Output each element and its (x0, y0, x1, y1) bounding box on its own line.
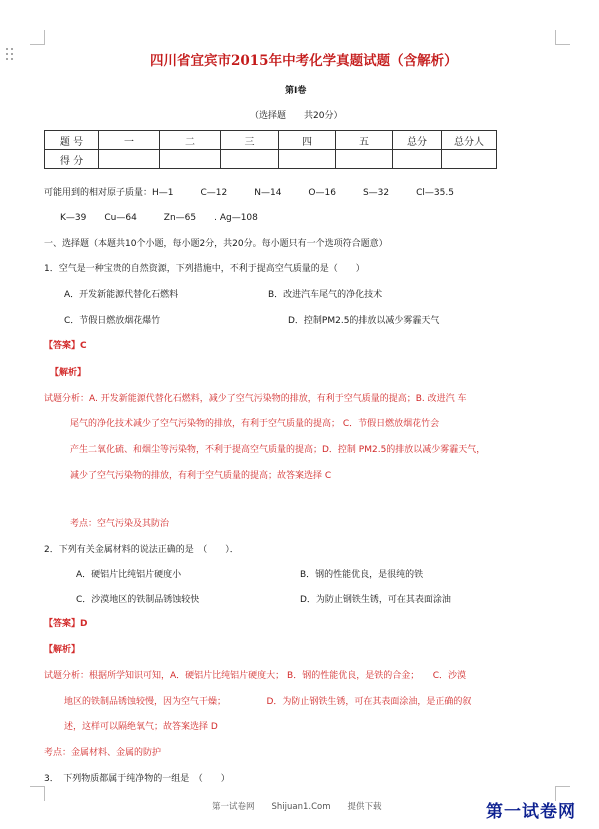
score-input-cell[interactable] (99, 150, 160, 169)
drag-handle-icon[interactable] (6, 48, 16, 64)
q2-stem: 2．下列有关金属材料的说法正确的是 （ ）． (44, 545, 239, 555)
atomic-masses-line-1: 可能用到的相对原子质量：H—1 C—12 N—14 O—16 S—32 Cl—35.5 (44, 188, 454, 198)
score-input-cell[interactable] (336, 150, 393, 169)
score-cell: 五 (336, 131, 393, 150)
volume-label: 第Ⅰ卷 (285, 86, 307, 96)
q1-stem: 1．空气是一种宝贵的自然资源，下列措施中，不利于提高空气质量的是（ ） (44, 264, 365, 274)
score-cell: 二 (160, 131, 221, 150)
q2-kaodian: 考点：金属材料、金属的防护 (44, 748, 162, 758)
q2-analysis-line-3: 述，这样可以隔绝氧气；故答案选择 D (64, 722, 218, 732)
score-input-cell[interactable] (442, 150, 497, 169)
q1-analysis-label: 【解析】 (50, 368, 87, 378)
section-1-heading: 一、选择题（本题共10个小题，每小题2分，共20分。每小题只有一个选项符合题意） (44, 239, 388, 249)
q3-stem: 3． 下列物质都属于纯净物的一组是 （ ） (44, 774, 230, 784)
q1-analysis-line-3: 产生二氧化硫、和烟尘等污染物，不利于提高空气质量的提高；D．控制 PM2.5的排放以减少雾霾天气， (70, 445, 486, 455)
q1-option-b: B．改进汽车尾气的净化技术 (268, 290, 383, 300)
q2-analysis-label: 【解析】 (44, 645, 81, 655)
score-table-header-row (45, 131, 497, 150)
q1-option-c: C．节假日燃放烟花爆竹 (64, 316, 161, 326)
score-cell: 总分 (393, 131, 442, 150)
score-input-cell[interactable] (279, 150, 336, 169)
score-cell: 题 号 (45, 131, 99, 150)
site-logo: 第一试卷网 (486, 802, 576, 822)
score-input-cell[interactable] (221, 150, 279, 169)
score-input-cell[interactable] (160, 150, 221, 169)
score-cell: 总分人 (442, 131, 497, 150)
score-cell: 三 (221, 131, 279, 150)
crop-mark-top-right (555, 30, 570, 45)
q2-option-c: C．沙漠地区的铁制品锈蚀较快 (76, 595, 200, 605)
document-title: 四川省宜宾市2015年中考化学真题试题（含解析） (150, 53, 458, 69)
score-cell: 一 (99, 131, 160, 150)
q2-analysis-line-1: 试题分析：根据所学知识可知，A．硬铝片比纯铝片硬度大； B．钢的性能优良，是铁的合金； C．沙漠 (44, 671, 466, 681)
score-input-cell[interactable] (393, 150, 442, 169)
crop-mark-bottom-left (30, 786, 45, 801)
q1-option-d: D．控制PM2.5的排放以减少雾霾天气 (288, 316, 440, 326)
q2-analysis-line-2: 地区的铁制品锈蚀较慢，因为空气干燥； D．为防止钢铁生锈，可在其表面涂油，是正确的叙 (64, 697, 472, 707)
score-row-label: 得 分 (45, 150, 99, 169)
q1-analysis-line-2: 尾气的净化技术减少了空气污染物的排放，有利于空气质量的提高； C．节假日燃放烟花竹会 (70, 419, 440, 429)
q1-answer: 【答案】C (44, 341, 87, 351)
score-table-score-row (45, 150, 497, 169)
q2-option-d: D．为防止钢铁生锈，可在其表面涂油 (300, 595, 451, 605)
atomic-masses-line-2: K—39 Cu—64 Zn—65 . Ag—108 (60, 213, 258, 223)
q1-option-a: A．开发新能源代替化石燃料 (64, 290, 179, 300)
q1-analysis-line-4: 减少了空气污染物的排放，有利于空气质量的提高；故答案选择 C (70, 471, 332, 481)
section-note: （选择题 共20分） (250, 111, 343, 121)
score-table (44, 130, 497, 169)
q2-answer: 【答案】D (44, 619, 88, 629)
q2-option-b: B．钢的性能优良，是很纯的铁 (300, 570, 424, 580)
q2-option-a: A．硬铝片比纯铝片硬度小 (76, 570, 182, 580)
score-cell: 四 (279, 131, 336, 150)
q1-kaodian: 考点：空气污染及其防治 (70, 519, 170, 529)
crop-mark-top-left (30, 30, 45, 45)
q1-analysis-line-1: 试题分析：A. 开发新能源代替化石燃料，减少了空气污染物的排放，有利于空气质量的提高；B. 改进汽 车 (44, 394, 467, 404)
footer-text: 第一试卷网 Shijuan1.Com 提供下载 (212, 802, 382, 812)
